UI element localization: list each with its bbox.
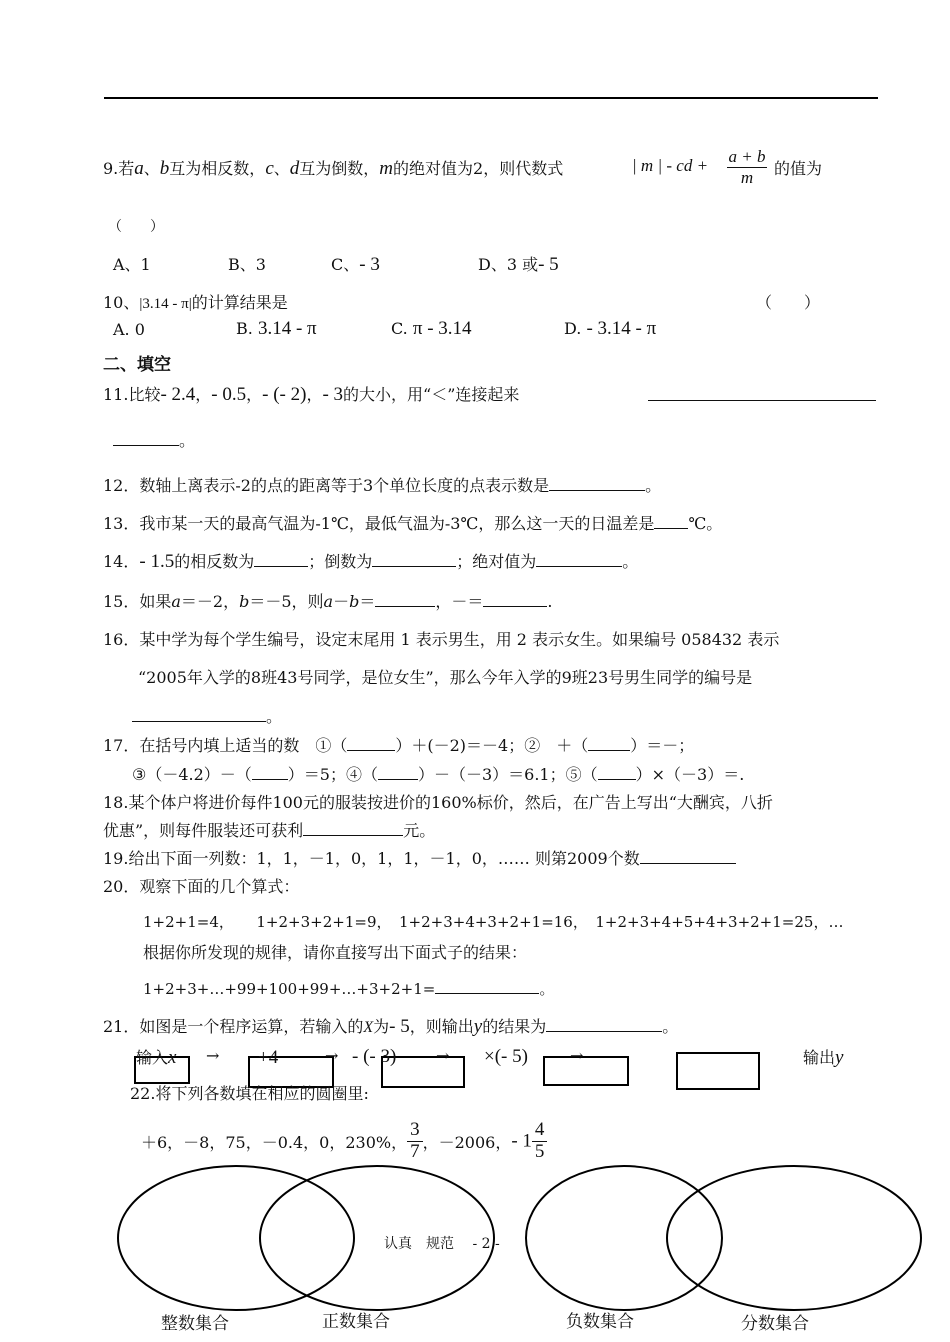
q10-option-d-value: - 3.14 - π: [586, 318, 657, 339]
q10-text: 的计算结果是: [191, 293, 288, 312]
q16-line-1: 16．某中学为每个学生编号，设定末尾用 1 表示男生，用 2 表示女生。如果编号 058432 表示: [103, 630, 780, 649]
q22-number-list: ＋6，－8，75，－0.4，0，230%，: [141, 1132, 408, 1152]
q11-text: 的大小，用“＜”连接起来: [343, 385, 520, 404]
q10-answer-paren: （ ）: [756, 293, 821, 312]
q14-text: 的相反数为: [174, 552, 255, 571]
q9-text: 的绝对值为2，则代数式: [393, 159, 564, 178]
q11-prefix: 11.比较: [103, 385, 161, 404]
q9-option-c-value: - 3: [359, 254, 380, 275]
negative-set-label: 负数集合: [566, 1312, 634, 1332]
integer-set-ellipse[interactable]: [118, 1166, 354, 1310]
q10-option-b-value: 3.14 - π: [257, 318, 317, 339]
var-y: y: [473, 1016, 483, 1037]
q15-prefix: 15．如果: [103, 592, 172, 611]
q11-tail: 。: [179, 431, 196, 450]
q13-tail: ℃。: [688, 514, 723, 533]
var-c: c: [265, 158, 274, 179]
q21-text: ，则输出: [409, 1017, 474, 1036]
q11-number: - 0.5: [211, 384, 247, 405]
q17-text: ）＋(－2)＝－4；② ＋（: [395, 736, 589, 755]
positive-set-label: 正数集合: [322, 1312, 390, 1332]
q9-option-b: B、3: [228, 255, 266, 274]
q9-text-end: 的值为: [774, 159, 823, 178]
fraction-set-ellipse[interactable]: [667, 1166, 921, 1310]
flow-op-minus-neg3: - (- 3): [352, 1046, 397, 1067]
q9-option-c-label: C、: [331, 255, 360, 274]
q19-text: 19.给出下面一列数：1，1，－1，0，1，1，－1，0，…… 则第2009个数: [103, 849, 640, 868]
q12-tail: 。: [645, 476, 662, 495]
q18-line-1: 18.某个体户将进价每件100元的服装按进价的160%标价，然后，在广告上写出“大酬宾，八折: [103, 793, 773, 812]
q21-text: 为: [373, 1017, 390, 1036]
q16-line-2: “2005年入学的8班43号同学，是位女生”，那么今年入学的9班23号男生同学的编号是: [138, 668, 753, 687]
frac-numerator: 3: [407, 1120, 423, 1142]
q10-option-c-label: C.: [391, 319, 408, 338]
q11-number: - 3: [322, 384, 344, 405]
flow-op-times-neg5: ×(- 5): [484, 1046, 528, 1067]
q17-text: ）＝－；: [630, 736, 695, 755]
q21-text: 的结果为: [482, 1017, 547, 1036]
flow-output-text: 输出: [803, 1048, 836, 1067]
arrow-right-icon: →: [325, 1046, 339, 1065]
flow-op-add-4: +4: [258, 1047, 279, 1068]
var-m: m: [379, 158, 394, 179]
q22-mixed-whole: - 1: [511, 1130, 532, 1152]
q9-frac-denominator: m: [740, 168, 754, 187]
q15-text: ，－＝: [435, 592, 484, 611]
q16-tail: 。: [266, 707, 283, 726]
var-a: a: [134, 158, 144, 179]
var-y: y: [835, 1047, 844, 1068]
arrow-right-icon: →: [570, 1046, 584, 1065]
q22-title: 22.将下列各数填在相应的圆圈里:: [130, 1084, 369, 1103]
q9-option-d-label: D、3 或: [478, 255, 539, 274]
q18-tail: 元。: [403, 821, 436, 840]
q17-text: ③（－4.2）－（: [132, 765, 252, 784]
q14-tail: 。: [622, 552, 639, 571]
q11-number: - 2.4: [160, 384, 196, 405]
q9-text: 互为倒数，: [299, 159, 380, 178]
q10-option-d-label: D.: [564, 319, 582, 338]
arrow-right-icon: →: [436, 1046, 450, 1065]
var-x: X: [363, 1019, 374, 1036]
q10-option-a: A. 0: [113, 320, 145, 339]
q9-option-a: A、1: [113, 255, 151, 274]
q21-text: 21．如图是一个程序运算，若输入的: [103, 1017, 364, 1036]
q10-prefix: 10、: [103, 293, 140, 312]
q17-text: ）－（－3）＝6.1；⑤（: [417, 765, 598, 784]
q20-ask-text: 1+2+3+…+99+100+99+…+3+2+1=: [143, 980, 436, 998]
q17-text: ）＝5；④（: [287, 765, 378, 784]
arrow-right-icon: →: [206, 1046, 220, 1065]
q14-number: - 1.5: [139, 551, 175, 572]
var-x: x: [168, 1047, 177, 1068]
page-footer: 认真 规范 - 2 -: [384, 1236, 500, 1252]
var-a: a: [323, 592, 334, 611]
q9-sep: 、: [143, 159, 160, 178]
q20-tail: 。: [539, 980, 555, 998]
q21-tail: 。: [662, 1017, 679, 1036]
q15-minus: －: [333, 592, 350, 611]
q20-title: 20．观察下面的几个算式：: [103, 877, 300, 896]
q15-tail: .: [547, 592, 553, 611]
frac-denominator: 5: [534, 1140, 545, 1162]
var-d: d: [289, 158, 300, 179]
flow-input-text: 输入: [136, 1048, 169, 1067]
question-11: 11.比较- 2.4，- 0.5，- (- 2)，- 3的大小，用“＜”连接起来: [103, 384, 520, 405]
q9-sep: 、: [273, 159, 290, 178]
section-heading-fill-in: 二、填空: [103, 355, 171, 375]
q14-text: ；绝对值为: [456, 552, 537, 571]
q12-text: 12．数轴上离表示-2的点的距离等于3个单位长度的点表示数是: [103, 476, 550, 495]
var-b: b: [159, 158, 170, 179]
q15-text: ＝－5，则: [249, 592, 324, 611]
q10-option-c-value: π - 3.14: [412, 318, 472, 339]
frac-numerator: 4: [532, 1120, 548, 1142]
q13-text: 13．我市某一天的最高气温为-1℃，最低气温为-3℃，那么这一天的日温差是: [103, 514, 655, 533]
q9-answer-paren: （ ）: [108, 219, 164, 235]
var-b: b: [239, 592, 250, 611]
q10-abs-expr: |3.14 - π|: [139, 296, 192, 312]
q21-value: - 5: [389, 1016, 410, 1037]
q9-option-d-value: - 5: [538, 254, 559, 275]
q17-text: 17．在括号内填上适当的数 ①（: [103, 736, 348, 755]
negative-set-ellipse[interactable]: [526, 1166, 722, 1310]
q11-number: - (- 2): [262, 384, 307, 405]
q14-prefix: 14．: [103, 552, 140, 571]
frac-denominator: 7: [410, 1140, 420, 1162]
var-a: a: [171, 592, 181, 611]
q9-text: 互为相反数，: [169, 159, 266, 178]
q15-text: ＝: [359, 592, 376, 611]
q14-text: ；倒数为: [308, 552, 373, 571]
q9-text: 9.若: [103, 159, 135, 178]
q17-text: ）×（－3）＝.: [635, 765, 745, 784]
fraction-set-label: 分数集合: [741, 1314, 809, 1334]
q20-rule: 根据你所发现的规律，请你直接写出下面式子的结果：: [143, 943, 528, 962]
q9-frac-numerator: a + b: [728, 147, 766, 166]
var-b: b: [349, 592, 360, 611]
q18-text: 优惠”，则每件服装还可获利: [103, 821, 304, 840]
q22-number-list-2: ，－2006，: [422, 1132, 512, 1152]
q9-expression: | m | - cd +: [632, 156, 709, 175]
integer-set-label: 整数集合: [161, 1314, 229, 1334]
q10-option-b-label: B.: [236, 319, 253, 338]
q20-formulas: 1+2+1=4， 1+2+3+2+1=9， 1+2+3+4+3+2+1=16， 1+2+3+4+5+4+3+2+1=25，…: [143, 913, 844, 931]
q15-text: ＝－2，: [180, 592, 240, 611]
